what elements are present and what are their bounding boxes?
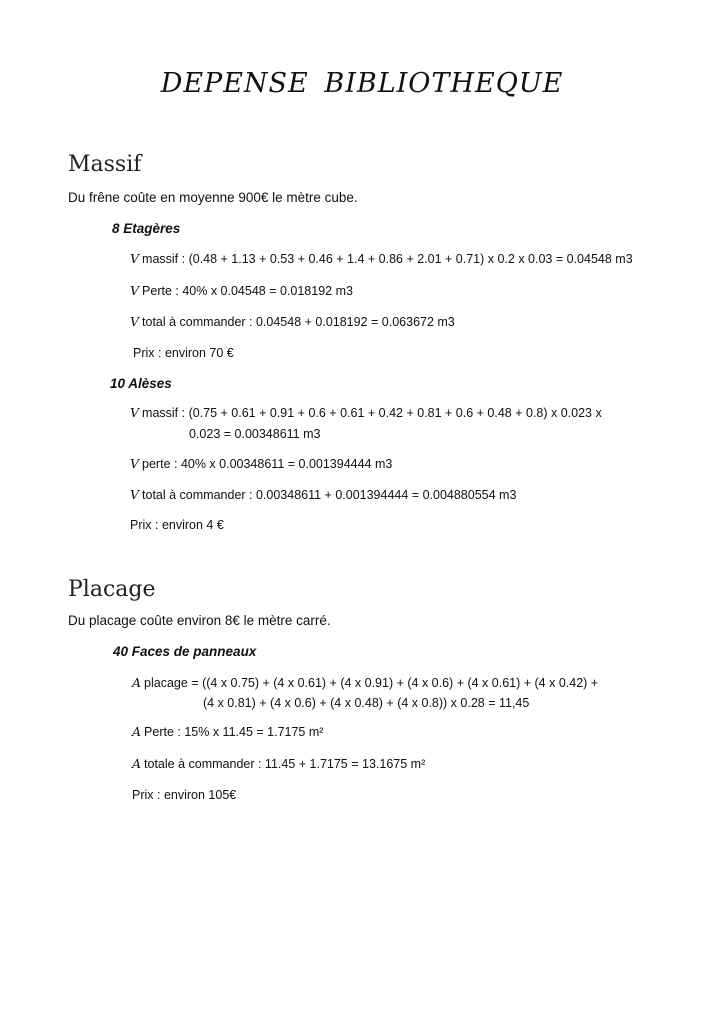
volume-symbol: V — [130, 405, 140, 420]
etageres-prix: Prix : environ 70 € — [133, 346, 234, 360]
faces-a-total-text: totale à commander : 11.45 + 1.7175 = 13.1675 m² — [144, 757, 426, 771]
volume-symbol: V — [130, 487, 140, 502]
faces-a-placage — [132, 675, 598, 690]
aleses-v-perte-text: perte : 40% x 0.00348611 = 0.001394444 m3 — [142, 457, 393, 471]
faces-a-placage-continuation: (4 x 0.81) + (4 x 0.6) + (4 x 0.48) + (4 x 0.8)) x 0.28 = 11,45 — [203, 696, 530, 710]
placage-intro: Du placage coûte environ 8€ le mètre carré. — [68, 613, 331, 628]
section-heading-placage: Placage — [68, 577, 156, 602]
subheading-etageres: 8 Etagères — [112, 221, 181, 236]
etageres-v-total-text: total à commander : 0.04548 + 0.018192 = 0.063672 m3 — [142, 315, 455, 329]
volume-symbol: V — [130, 283, 140, 298]
subheading-faces: 40 Faces de panneaux — [113, 644, 257, 659]
aleses-v-total-text: total à commander : 0.00348611 + 0.001394444 = 0.004880554 m3 — [142, 488, 517, 502]
massif-intro: Du frêne coûte en moyenne 900€ le mètre cube. — [68, 190, 358, 205]
volume-symbol: V — [130, 314, 140, 329]
aleses-v-perte — [130, 456, 392, 471]
etageres-v-total — [130, 314, 455, 329]
faces-prix: Prix : environ 105€ — [132, 788, 237, 802]
etageres-v-massif — [130, 251, 633, 266]
volume-symbol: V — [130, 456, 140, 471]
volume-symbol: V — [130, 251, 140, 266]
faces-a-perte-text: Perte : 15% x 11.45 = 1.7175 m² — [144, 725, 324, 739]
section-heading-massif: Massif — [68, 152, 142, 177]
page-title: DEPENSE BIBLIOTHEQUE — [160, 68, 564, 99]
faces-a-placage-text: placage = ((4 x 0.75) + (4 x 0.61) + (4 x 0.91) + (4 x 0.6) + (4 x 0.61) + (4 x 0.42) + — [144, 676, 599, 690]
aleses-prix: Prix : environ 4 € — [130, 518, 224, 532]
faces-a-perte — [132, 724, 323, 739]
etageres-v-massif-text: massif : (0.48 + 1.13 + 0.53 + 0.46 + 1.4 + 0.86 + 2.01 + 0.71) x 0.2 x 0.03 = 0.04548 m3 — [142, 252, 633, 266]
etageres-v-perte — [130, 283, 353, 298]
area-symbol: A — [132, 756, 142, 771]
aleses-v-massif — [130, 405, 602, 420]
subheading-aleses: 10 Alèses — [110, 376, 172, 391]
area-symbol: A — [132, 724, 142, 739]
faces-a-total — [132, 756, 425, 771]
etageres-v-perte-text: Perte : 40% x 0.04548 = 0.018192 m3 — [142, 284, 353, 298]
aleses-v-massif-text: massif : (0.75 + 0.61 + 0.91 + 0.6 + 0.61 + 0.42 + 0.81 + 0.6 + 0.48 + 0.8) x 0.023 x — [142, 406, 602, 420]
area-symbol: A — [132, 675, 142, 690]
aleses-v-total — [130, 487, 516, 502]
aleses-v-massif-continuation: 0.023 = 0.00348611 m3 — [189, 427, 321, 441]
